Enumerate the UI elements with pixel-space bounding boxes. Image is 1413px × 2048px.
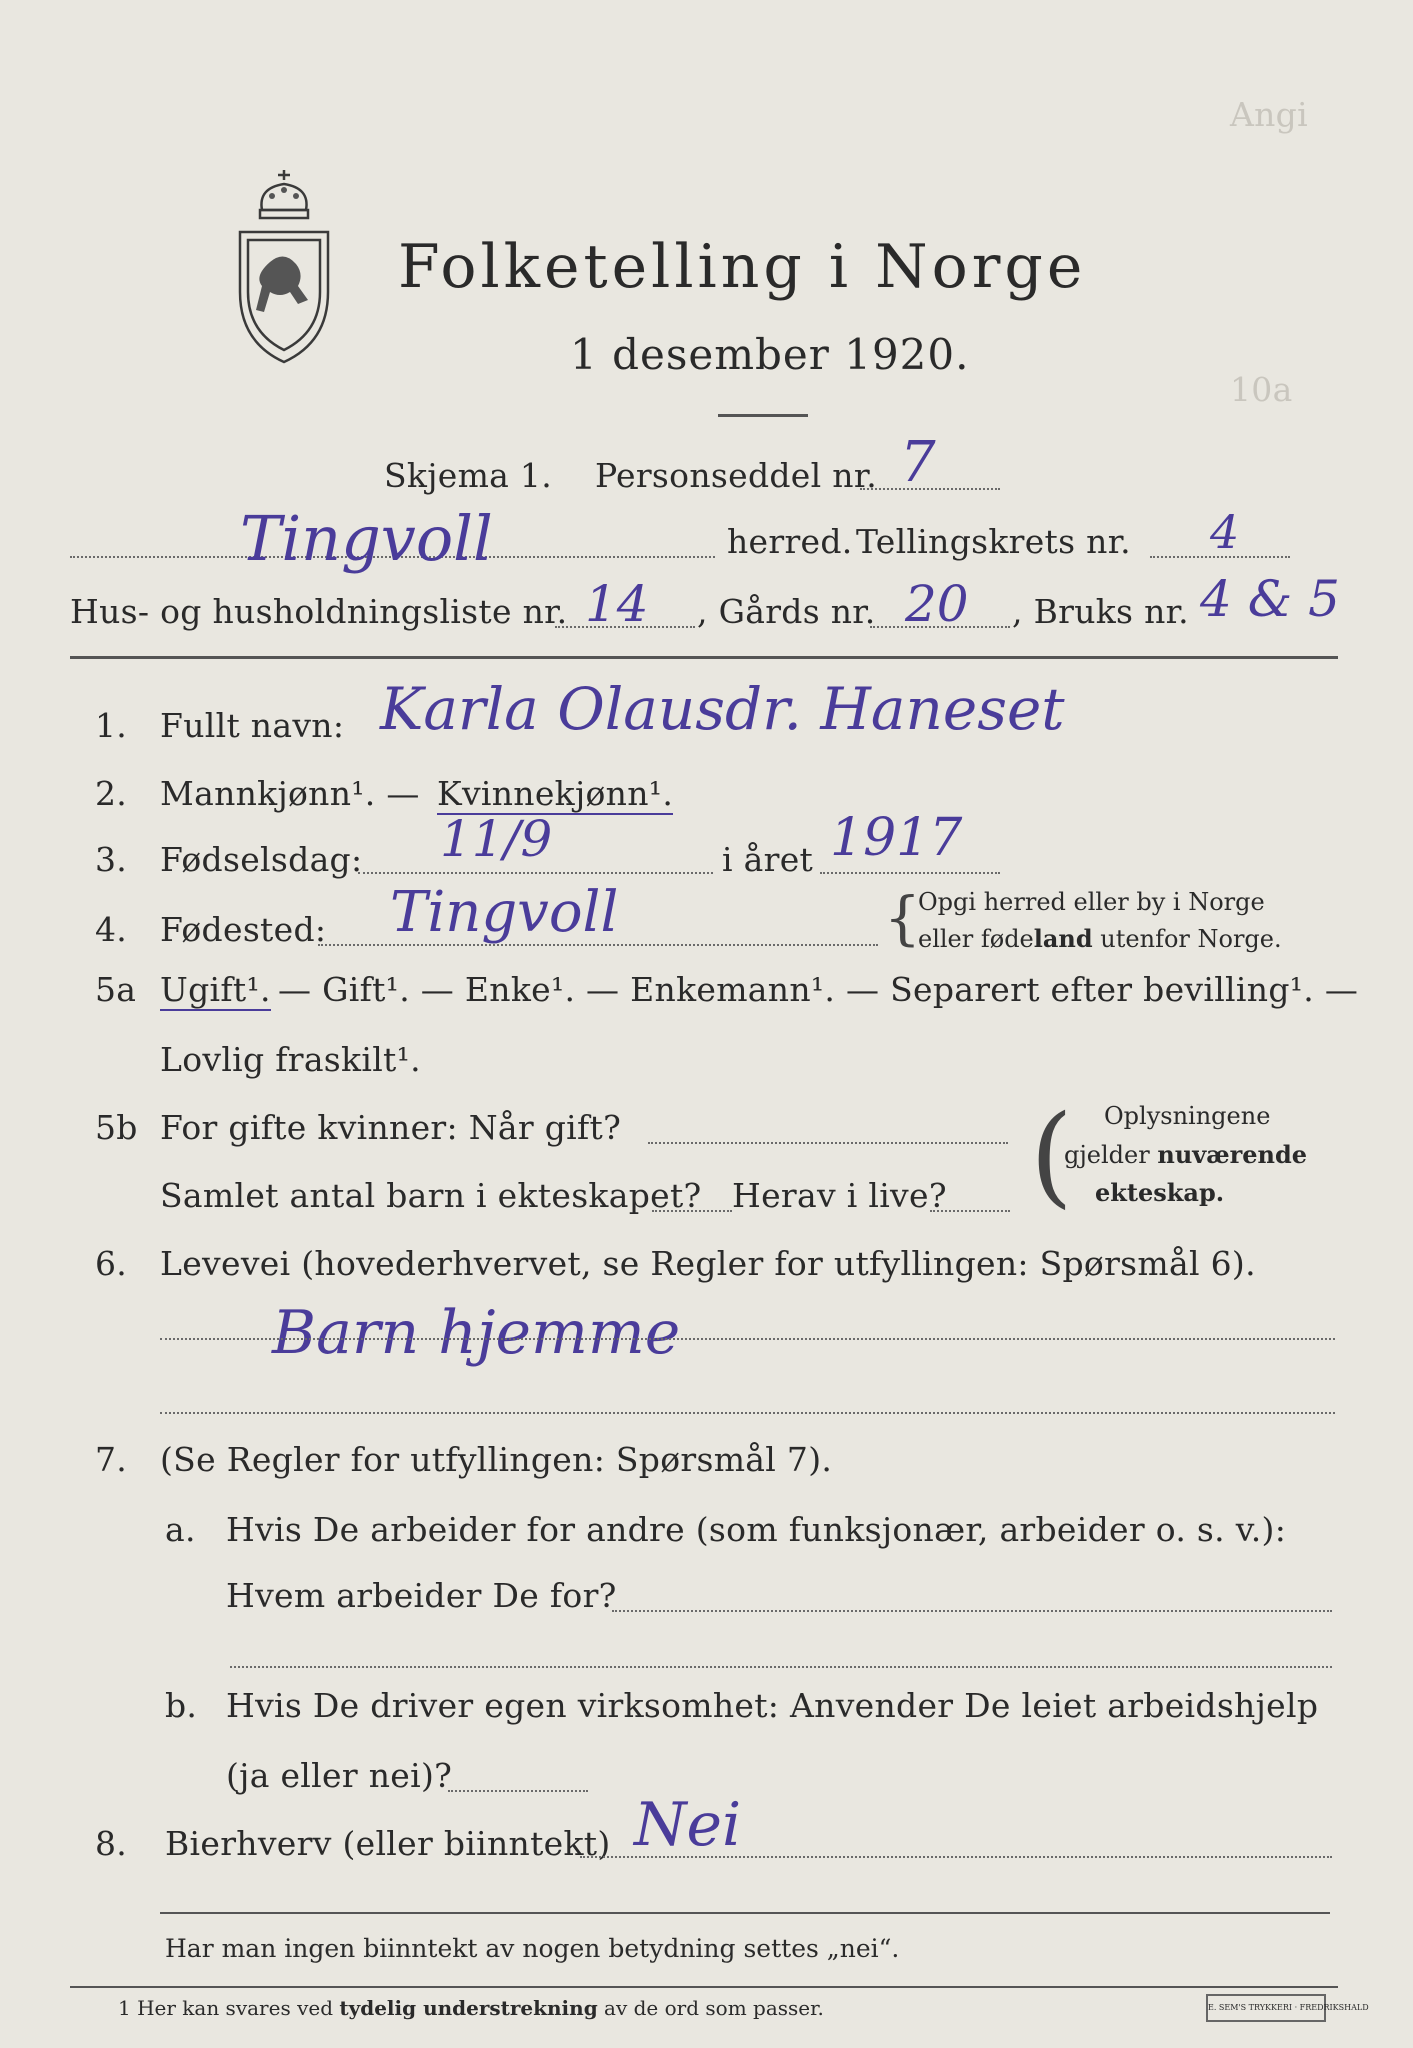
q5b-married-dotline[interactable]	[648, 1142, 1008, 1144]
q5b-alive-label: Herav i live?	[732, 1176, 947, 1215]
q6-dotline-2	[160, 1412, 1335, 1414]
hus-value[interactable]: 14	[585, 575, 649, 633]
q4-label: Fødested:	[160, 910, 327, 949]
footnote-rule	[70, 1986, 1338, 1988]
q2-number: 2.	[95, 774, 128, 813]
q8-number: 8.	[95, 1824, 128, 1863]
q6-dotline-1	[160, 1338, 1335, 1340]
herred-label: herred.	[727, 522, 853, 561]
coat-of-arms-icon	[226, 166, 342, 376]
printer-mark: E. SEM'S TRYKKERI · FREDRIKSHALD	[1206, 1994, 1326, 2022]
q6-number: 6.	[95, 1244, 128, 1283]
footer-note: Har man ingen biinntekt av nogen betydning settes „nei“.	[165, 1934, 900, 1963]
q4-brace: {	[884, 884, 921, 952]
q7a-employer-label: Hvem arbeider De for?	[226, 1576, 617, 1615]
q1-label: Fullt navn:	[160, 706, 345, 745]
skjema-label: Skjema 1.	[384, 456, 553, 495]
q8-label: Bierhverv (eller biinntekt)	[165, 1824, 611, 1863]
gards-label: , Gårds nr.	[697, 592, 876, 631]
form-date: 1 desember 1920.	[570, 330, 970, 379]
q7a-employer-dotline[interactable]	[612, 1610, 1332, 1612]
hus-label: Hus- og husholdningsliste nr.	[70, 592, 568, 631]
q5b-number: 5b	[95, 1108, 138, 1147]
bruks-value[interactable]: 4 & 5	[1200, 570, 1340, 628]
herred-value[interactable]: Tingvoll	[240, 502, 493, 575]
q3-year-dotline	[820, 872, 1000, 874]
q7a-letter: a.	[165, 1510, 196, 1549]
q5b-note-line3: ekteskap.	[1095, 1178, 1225, 1207]
gards-value[interactable]: 20	[905, 575, 969, 633]
q5b-children-label: Samlet antal barn i ekteskapet?	[160, 1176, 702, 1215]
q2-female-option[interactable]: Kvinnekjønn¹.	[437, 774, 674, 813]
q6-label: Levevei (hovederhvervet, se Regler for utfyllingen: Spørsmål 6).	[160, 1244, 1256, 1283]
q3-value[interactable]: 11/9	[440, 810, 553, 868]
q3-dotline	[358, 872, 713, 874]
q7b-text: Hvis De driver egen virksomhet: Anvender De leiet arbeidshjelp	[226, 1686, 1319, 1725]
personseddel-label: Personseddel nr.	[595, 456, 878, 495]
q4-value[interactable]: Tingvoll	[390, 880, 619, 945]
q3-label: Fødselsdag:	[160, 840, 363, 879]
q3-year-label: i året	[722, 840, 814, 879]
tellingskrets-value[interactable]: 4	[1210, 505, 1240, 559]
q7-label: (Se Regler for utfyllingen: Spørsmål 7).	[160, 1440, 833, 1479]
q6-value[interactable]: Barn hjemme	[272, 1298, 681, 1368]
bleed-through-text: 10a	[1230, 370, 1293, 409]
bleed-through-text: Angi	[1230, 95, 1308, 134]
q3-number: 3.	[95, 840, 128, 879]
q5b-label: For gifte kvinner: Når gift?	[160, 1108, 622, 1147]
q4-note-line2: eller fødeland utenfor Norge.	[918, 924, 1282, 953]
q5b-note-line2: gjelder nuværende	[1064, 1140, 1308, 1169]
q7b-answer-dotline[interactable]	[448, 1790, 588, 1792]
q7b-letter: b.	[165, 1686, 198, 1725]
q5a-other-options[interactable]: — Gift¹. — Enke¹. — Enkemann¹. — Separert efter bevilling¹. —	[278, 970, 1359, 1009]
q5a-divorced-option[interactable]: Lovlig fraskilt¹.	[160, 1040, 421, 1079]
q5b-note-line1: Oplysningene	[1104, 1102, 1271, 1130]
q5a-unmarried-option[interactable]: Ugift¹.	[160, 970, 271, 1009]
q5b-children-dotline[interactable]	[652, 1210, 732, 1212]
form-title: Folketelling i Norge	[398, 232, 1087, 302]
q2-male-option[interactable]: Mannkjønn¹. —	[160, 774, 420, 813]
q5b-alive-dotline[interactable]	[930, 1210, 1010, 1212]
q7a-employer-dotline-2[interactable]	[230, 1666, 1332, 1668]
q7a-text: Hvis De arbeider for andre (som funksjonær, arbeider o. s. v.):	[226, 1510, 1287, 1549]
footer-rule	[160, 1912, 1330, 1914]
q1-number: 1.	[95, 706, 128, 745]
q7b-answer-label: (ja eller nei)?	[226, 1756, 453, 1795]
bruks-label: , Bruks nr.	[1012, 592, 1189, 631]
title-divider	[718, 414, 808, 417]
q4-note-line1: Opgi herred eller by i Norge	[918, 888, 1265, 916]
footnote: 1 Her kan svares ved tydelig understrekning av de ord som passer.	[118, 1996, 824, 2020]
q5b-bracket-left: (	[1030, 1091, 1073, 1219]
q1-value[interactable]: Karla Olausdr. Haneset	[380, 675, 1065, 743]
tellingskrets-label: Tellingskrets nr.	[856, 522, 1131, 561]
q5a-number: 5a	[95, 970, 137, 1009]
q7-number: 7.	[95, 1440, 128, 1479]
q4-number: 4.	[95, 910, 128, 949]
q3-year-value[interactable]: 1917	[830, 808, 963, 868]
header-rule	[70, 656, 1338, 659]
q8-value[interactable]: Nei	[634, 1790, 742, 1860]
personseddel-value[interactable]: 7	[900, 430, 936, 495]
